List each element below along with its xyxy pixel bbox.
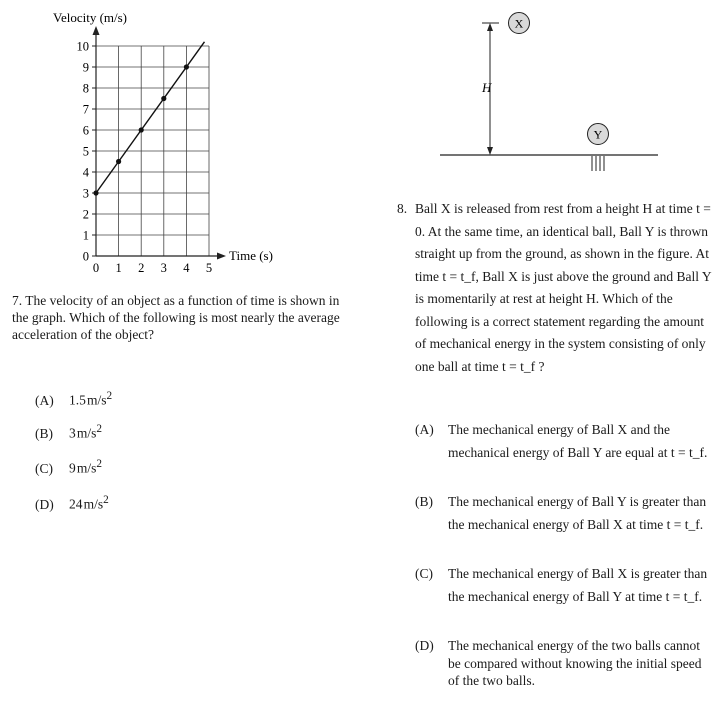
- ball-y-label: Y: [593, 127, 603, 142]
- y-tick-label: 10: [76, 39, 89, 54]
- q7-option-unit: m/s: [87, 392, 107, 408]
- y-tick-label: 4: [82, 165, 89, 180]
- data-point: [184, 64, 189, 69]
- q8-option-letter: (D): [415, 638, 434, 653]
- ball-x-label: X: [514, 16, 524, 31]
- balls-diagram: [430, 0, 670, 190]
- question-8-text: Ball X is released from rest from a height H at time t = 0. At the same time, an identical ball, Ball Y is thrown straight up from the ground, as shown in the figure. At time t = t_f, Ball X is just above the ground and Ball Y is momentarily at rest at height H. Which of the following is a correct statement regarding the amount of mechanical energy in the system consisting of only one ball at time t = t_f ?: [415, 201, 712, 374]
- y-tick-label: 0: [82, 249, 89, 264]
- q7-option-letter: (A): [35, 392, 54, 408]
- x-tick-label: 3: [160, 261, 167, 275]
- q8-option-a[interactable]: [415, 419, 715, 464]
- q7-option-exp: 2: [96, 458, 103, 470]
- q7-option-exp: 2: [96, 423, 103, 435]
- x-tick-label: 0: [92, 261, 100, 275]
- question-7-number: 7.: [12, 293, 23, 308]
- graph-grid: [96, 46, 209, 256]
- q8-option-text: The mechanical energy of Ball Y is greater than the mechanical energy of Ball X at time t = t_f.: [448, 494, 707, 532]
- x-tick-label: 2: [138, 261, 145, 275]
- q8-option-letter: (C): [415, 566, 433, 581]
- q8-option-letter: (B): [415, 494, 433, 509]
- q7-option-value: 9: [69, 460, 76, 476]
- q7-option-c[interactable]: [35, 456, 102, 477]
- q7-option-a[interactable]: [35, 388, 112, 409]
- x-axis-arrowhead: [217, 253, 226, 260]
- height-label: H: [482, 80, 492, 95]
- y-tick-label: 8: [82, 81, 89, 96]
- x-tick-label: 4: [183, 261, 190, 275]
- ground-hatch: [592, 156, 604, 171]
- y-tick-label: 3: [82, 186, 89, 201]
- q7-option-letter: (B): [35, 425, 53, 441]
- q7-option-value: 24: [69, 496, 83, 512]
- q8-option-letter: (A): [415, 422, 434, 437]
- q7-option-unit: m/s: [76, 425, 97, 441]
- data-point: [161, 96, 166, 101]
- graph-axes: [93, 26, 227, 260]
- q7-option-letter: (D): [35, 496, 54, 512]
- q8-option-d[interactable]: [415, 637, 715, 690]
- question-7-text: The velocity of an object as a function of time is shown in the graph. Which of the following is most nearly the average acceleration of the object?: [12, 293, 340, 342]
- velocity-line: [96, 42, 204, 193]
- graph-ticks: [77, 40, 213, 276]
- q8-option-text: The mechanical energy of Ball X is greater than the mechanical energy of Ball Y at time t = t_f.: [448, 566, 708, 604]
- y-tick-label: 5: [82, 144, 89, 159]
- y-axis-arrowhead: [93, 26, 100, 35]
- q7-option-letter: (C): [35, 460, 53, 476]
- height-arrow-down-head: [487, 147, 493, 155]
- q7-option-d[interactable]: [35, 492, 109, 513]
- graph-series: [93, 42, 204, 196]
- question-8-number: 8.: [397, 201, 408, 216]
- q7-option-b[interactable]: [35, 421, 102, 442]
- q7-option-exp: 2: [103, 494, 109, 506]
- q7-option-unit: m/s: [83, 496, 104, 512]
- y-tick-label: 6: [82, 123, 89, 138]
- x-tick-label: 5: [205, 261, 213, 275]
- data-point: [139, 127, 144, 132]
- q8-option-b[interactable]: [415, 491, 715, 536]
- x-axis-label: Time (s): [229, 248, 273, 263]
- data-point: [116, 159, 121, 164]
- y-tick-label: 2: [82, 207, 89, 222]
- q7-option-value: 3: [69, 425, 76, 441]
- y-axis-label: Velocity (m/s): [53, 10, 128, 25]
- q7-option-exp: 2: [106, 390, 113, 402]
- q8-option-text: The mechanical energy of the two balls cannot be compared without knowing the initial speed of the two balls.: [448, 638, 702, 688]
- y-tick-label: 1: [82, 228, 89, 243]
- velocity-time-graph: [0, 0, 330, 285]
- height-arrow-up-head: [487, 23, 493, 31]
- q7-option-unit: m/s: [76, 460, 97, 476]
- data-point: [93, 190, 98, 195]
- question-7: [12, 292, 342, 343]
- y-tick-label: 9: [82, 60, 89, 75]
- q8-option-text: The mechanical energy of Ball X and the mechanical energy of Ball Y are equal at t = t_f.: [448, 422, 708, 460]
- q8-option-c[interactable]: [415, 563, 715, 608]
- q7-option-value: 1.5: [69, 392, 86, 408]
- x-tick-label: 1: [115, 261, 122, 275]
- y-tick-label: 7: [82, 102, 89, 117]
